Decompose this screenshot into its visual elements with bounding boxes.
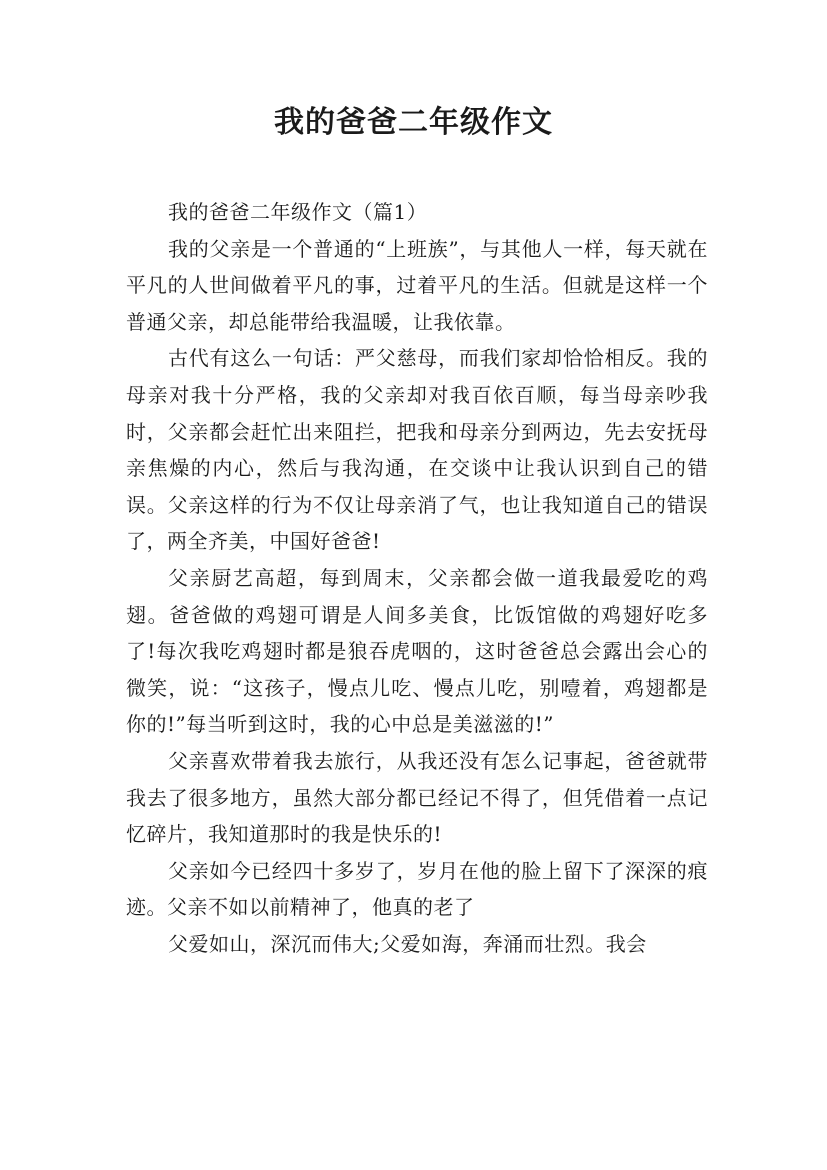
essay-subheading: 我的爸爸二年级作文（篇1）	[168, 200, 428, 224]
paragraph-1: 我的父亲是一个普通的“上班族”，与其他人一样，每天就在平凡的人世间做着平凡的事，过着平凡的生活。但就是这样一个普通父亲，却总能带给我温暖，让我依靠。	[126, 236, 708, 334]
document-title: 我的爸爸二年级作文	[274, 105, 553, 140]
paragraph-3: 父亲厨艺高超，每到周末，父亲都会做一道我最爱吃的鸡翅。爸爸做的鸡翅可谓是人间多美食，比饭馆做的鸡翅好吃多了!每次我吃鸡翅时都是狼吞虎咽的，这时爸爸总会露出会心的微笑，说：“这孩子，慢点儿吃、慢点儿吃，别噎着，鸡翅都是你的!”每当听到这时，我的心中总是美滋滋的!”	[126, 565, 708, 737]
paragraph-2: 古代有这么一句话：严父慈母，而我们家却恰恰相反。我的母亲对我十分严格，我的父亲却对我百依百顺，每当母亲吵我时，父亲都会赶忙出来阻拦，把我和母亲分到两边，先去安抚母亲焦燥的内心，然后与我沟通，在交谈中让我认识到自己的错误。父亲这样的行为不仅让母亲消了气，也让我知道自己的错误了，两全齐美，中国好爸爸!	[126, 346, 708, 554]
paragraph-5: 父亲如今已经四十多岁了，岁月在他的脸上留下了深深的痕迹。父亲不如以前精神了，他真的老了	[126, 858, 708, 920]
document-body	[126, 194, 708, 962]
paragraph-6: 父爱如山，深沉而伟大;父爱如海，奔涌而壮烈。我会	[168, 931, 647, 956]
paragraph-4: 父亲喜欢带着我去旅行，从我还没有怎么记事起，爸爸就带我去了很多地方，虽然大部分都已经记不得了，但凭借着一点记忆碎片，我知道那时的我是快乐的!	[126, 748, 708, 847]
